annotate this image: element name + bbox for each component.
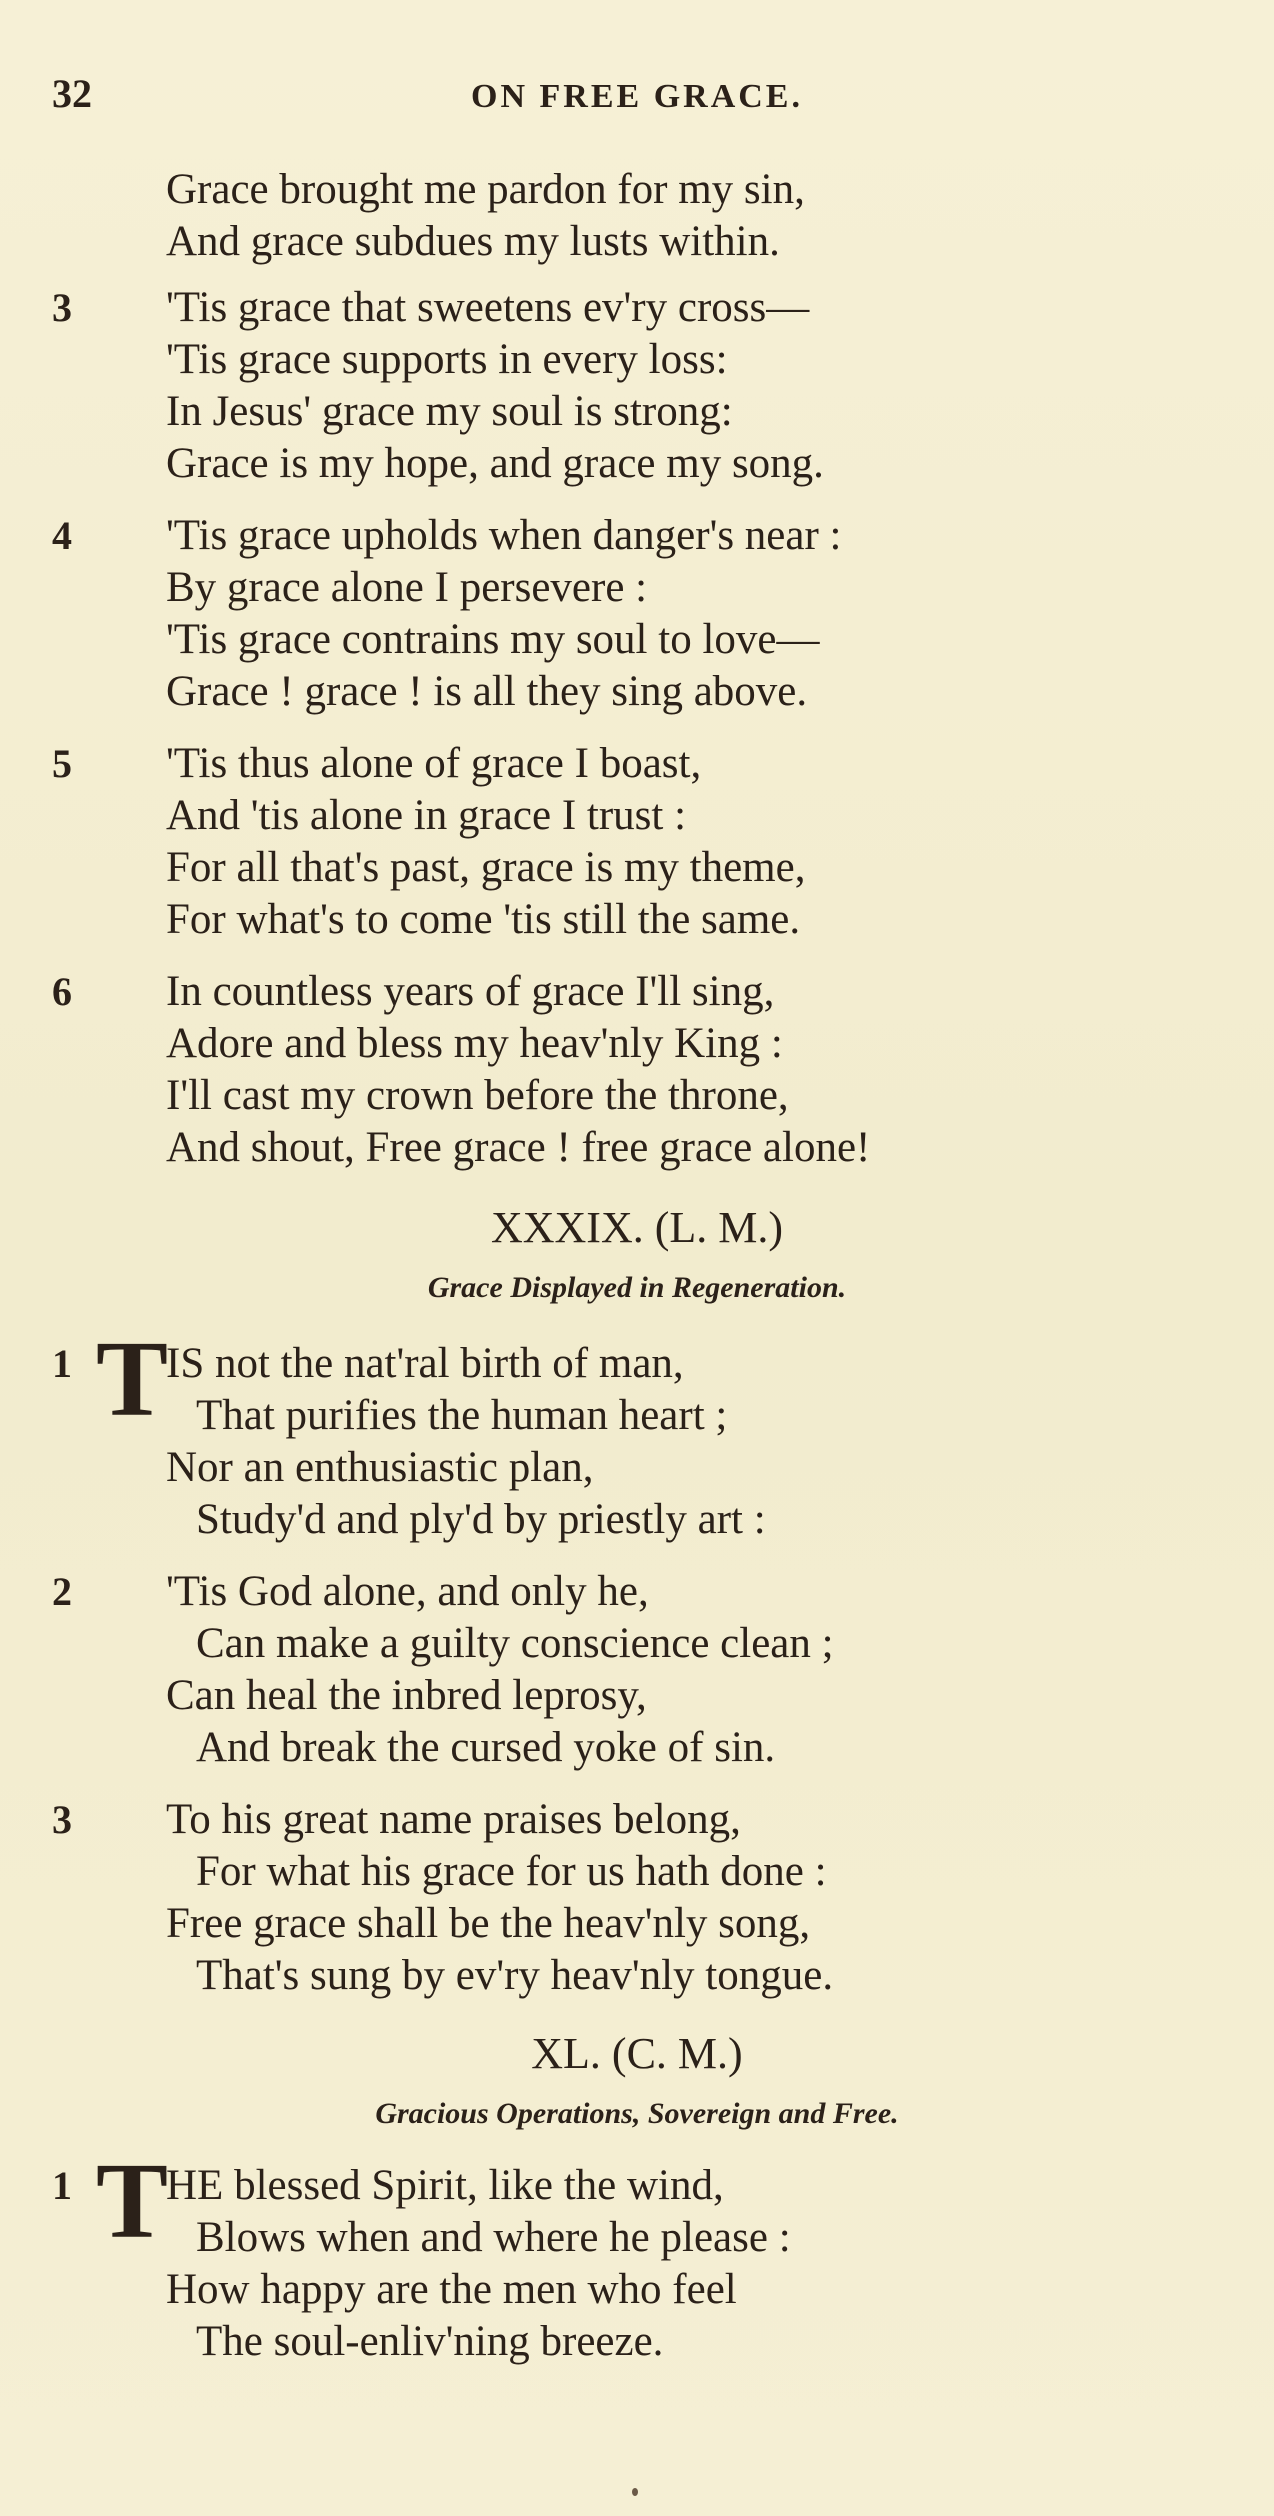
verse-line: How happy are the men who feel [166, 2266, 737, 2313]
drop-cap: T [96, 1320, 169, 1439]
verse-line: Grace brought me pardon for my sin, [166, 166, 805, 213]
verse-line: By grace alone I persevere : [166, 564, 648, 611]
drop-cap: T [96, 2142, 169, 2261]
hymn-subtitle: Gracious Operations, Sovereign and Free. [375, 2097, 899, 2130]
stanza-number: 2 [52, 1569, 72, 1614]
verse-line: 'Tis God alone, and only he, [166, 1568, 649, 1615]
verse-line: Blows when and where he please : [196, 2214, 791, 2261]
verse-line: 'Tis grace contrains my soul to love— [166, 616, 820, 663]
hymn-subtitle: Grace Displayed in Regeneration. [427, 1271, 847, 1304]
verse-line: 'Tis grace that sweetens ev'ry cross— [166, 284, 810, 331]
verse-line: 'Tis grace supports in every loss: [166, 336, 728, 383]
page-number: 32 [52, 71, 92, 116]
verse-line: Can make a guilty conscience clean ; [196, 1620, 834, 1667]
verse-line: And shout, Free grace ! free grace alone! [166, 1124, 871, 1171]
verse-line: I'll cast my crown before the throne, [166, 1072, 789, 1119]
verse-line: And 'tis alone in grace I trust : [166, 792, 687, 839]
verse-line: That purifies the human heart ; [196, 1392, 728, 1439]
verse-line: And grace subdues my lusts within. [166, 218, 780, 265]
hymn-title: XL. (C. M.) [531, 2029, 743, 2078]
verse-line: Study'd and ply'd by priestly art : [196, 1496, 766, 1543]
running-head: ON FREE GRACE. [471, 78, 803, 115]
verse-line: HE blessed Spirit, like the wind, [166, 2162, 724, 2209]
stanza-number: 5 [52, 741, 72, 786]
verse-line: In countless years of grace I'll sing, [166, 968, 775, 1015]
verse-line: And break the cursed yoke of sin. [196, 1724, 776, 1771]
stanza-number: 3 [52, 285, 72, 330]
stanza-number: 6 [52, 969, 72, 1014]
stanza-number: 3 [52, 1797, 72, 1842]
verse-line: 'Tis thus alone of grace I boast, [166, 740, 702, 787]
verse-line: Grace ! grace ! is all they sing above. [166, 668, 808, 715]
verse-line: In Jesus' grace my soul is strong: [166, 388, 733, 435]
stanza-number: 4 [52, 513, 72, 558]
verse-line: Adore and bless my heav'nly King : [166, 1020, 783, 1067]
verse-line: That's sung by ev'ry heav'nly tongue. [196, 1952, 834, 1999]
hymn-title: XXXIX. (L. M.) [490, 1203, 784, 1252]
ink-speck [632, 2488, 638, 2496]
stanza-number: 1 [52, 2163, 72, 2208]
verse-line: 'Tis grace upholds when danger's near : [166, 512, 842, 559]
verse-line: For what his grace for us hath done : [196, 1848, 827, 1895]
verse-line: Nor an enthusiastic plan, [166, 1444, 594, 1491]
verse-line: The soul-enliv'ning breeze. [196, 2318, 664, 2365]
verse-line: For all that's past, grace is my theme, [166, 844, 806, 891]
stanza-number: 1 [52, 1341, 72, 1386]
verse-line: Can heal the inbred leprosy, [166, 1672, 647, 1719]
verse-line: For what's to come 'tis still the same. [166, 896, 801, 943]
verse-line: IS not the nat'ral birth of man, [166, 1340, 684, 1387]
verse-line: To his great name praises belong, [166, 1796, 741, 1843]
verse-line: Free grace shall be the heav'nly song, [166, 1900, 811, 1947]
page-header [0, 70, 1274, 130]
verse-line: Grace is my hope, and grace my song. [166, 440, 824, 487]
